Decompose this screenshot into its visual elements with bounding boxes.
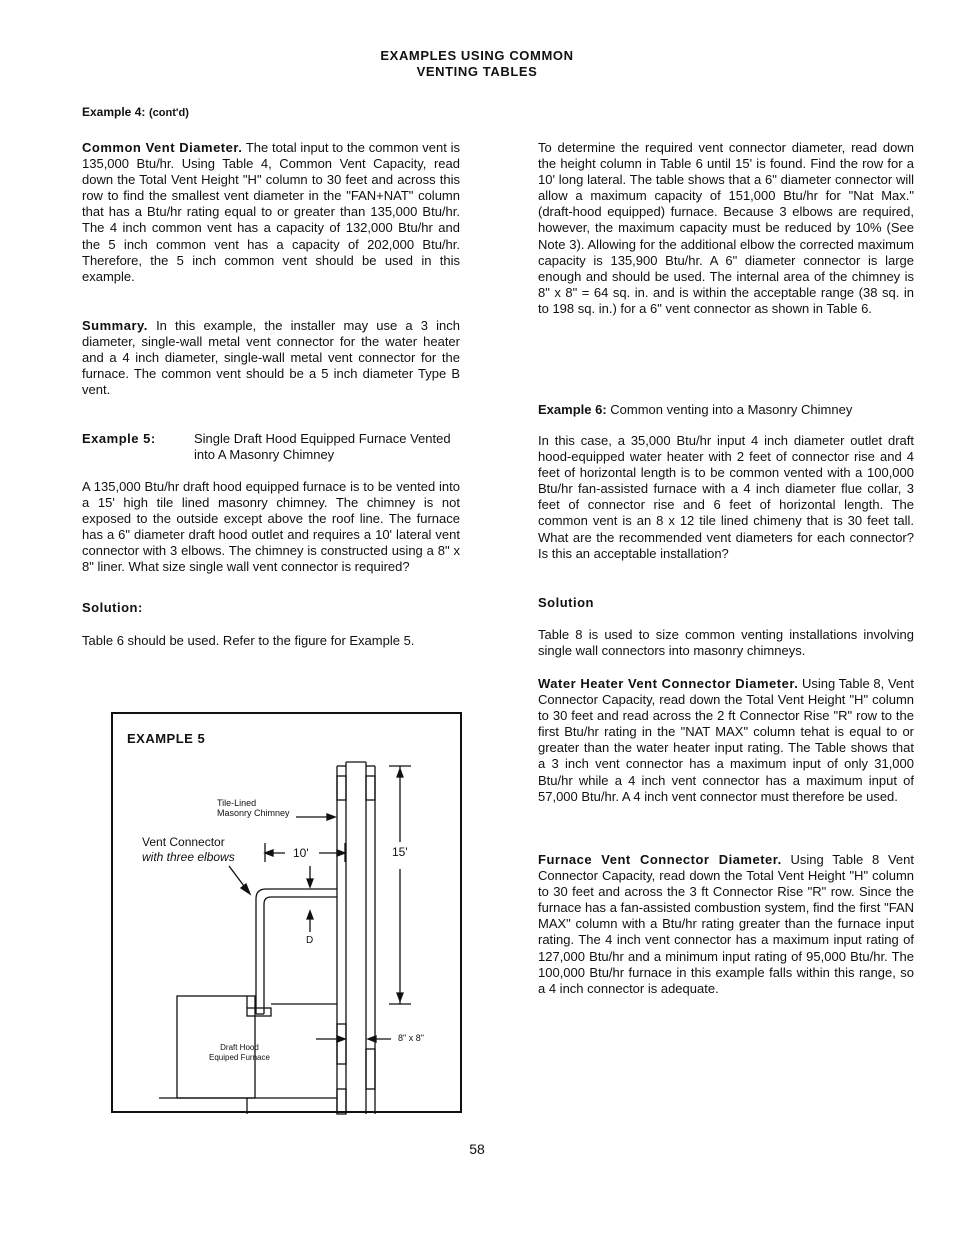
connector-label-line1: Vent Connector: [142, 835, 225, 849]
solution-body-right: Table 8 is used to size common venting installations involving single wall connectors into masonry chimneys.: [538, 627, 914, 659]
page-title-line1: EXAMPLES USING COMMON: [380, 48, 574, 63]
page-number: 58: [469, 1141, 485, 1157]
connector-label: [142, 835, 235, 865]
connector-label-line2: with three elbows: [142, 850, 235, 864]
draft-hood: [247, 1008, 271, 1016]
example5-paragraph: [82, 479, 460, 576]
furnace-connector-body: Using Table 8 Vent Connector Capacity, read down the Total Vent Height "H" column to 30 feet and across the 3 ft Connector Rise "R" row. Since the furnace has a fan-assisted combustion system, find the first "FAN MAX" column with a Btu/hr rating greater than the furnace input rating. The 4 inch vent connector has a maximum input rating of 127,000 Btu/hr and a minimum input rating of 95,000 Btu/hr. The 100,000 Btu/hr furnace in this example falls within this range, so a 4 inch connector is adequate.: [538, 852, 914, 996]
figure-title: EXAMPLE 5: [127, 731, 206, 746]
furnace-label: [209, 1043, 270, 1063]
dimension-lateral: 10': [293, 846, 309, 860]
example6-label: Example 6:: [538, 402, 607, 417]
summary-heading: Summary.: [82, 318, 148, 333]
water-heater-paragraph: [538, 676, 914, 805]
page-title-line2: VENTING TABLES: [416, 64, 538, 79]
example5-title: Single Draft Hood Equipped Furnace Vented into A Masonry Chimney: [194, 431, 451, 463]
example6-body: In this case, a 35,000 Btu/hr input 4 inch diameter outlet draft hood-equipped water heater with 2 feet of connector rise and 4 feet of horizontal length is to be common vented with a 100,000 Btu/hr fan-assisted furnace with a 4 inch diameter flue collar, 3 feet of connector rise and 6 feet of horizontal length. The common vent is an 8 x 12 tile lined chimeny that is 30 feet tall. What are the recommended vent diameters for each connector? Is this an acceptable installation?: [538, 433, 914, 561]
solution-paragraph-left: [82, 633, 460, 649]
chimney-diagram: [113, 714, 464, 1115]
common-vent-heading: Common Vent Diameter.: [82, 140, 243, 155]
solution-body-left: Table 6 should be used. Refer to the figure for Example 5.: [82, 633, 415, 648]
summary-paragraph: [82, 318, 460, 398]
connector-outer: [256, 889, 337, 1014]
chimney-label-line1: Tile-Lined: [217, 798, 257, 808]
common-vent-paragraph: [82, 140, 460, 285]
example5-solution-body: To determine the required vent connector diameter, read down the height column in Table 6 until 15' is found. Find the row for a 10' long lateral. The table shows that a 6" diameter connector will allow a maximum capacity of 151,000 Btu/hr for "Nat Max." (draft-hood equipped) furnace. Because 3 elbows are required, however, the maximum capacity must be reduced by 10% (See Note 3). Allowing for the additional elbow the corrected maximum capacity is 135,900 Btu/hr. A 6" diameter connector is large enough and should be used. The internal area of the chimney is 8" x 8" = 64 sq. in. and is within the acceptable range (38 sq. in to 198 sq. in.) for a 6" vent connector as shown in Table 6.: [538, 140, 914, 316]
liner-size-label: 8" x 8": [398, 1033, 424, 1043]
furnace-label-line2: Equiped Furnace: [209, 1053, 270, 1062]
page-title: [0, 48, 954, 80]
example4-cont: (cont'd): [149, 107, 189, 119]
example4-heading: [82, 104, 460, 121]
water-heater-body: Using Table 8, Vent Connector Capacity, read down the Total Vent Height "H" column to 30 feet and read across the 2 ft Connector Rise "R" row to the first Btu/hr rating in the "NAT MAX" column tehat is equal to or greater than the water heater input rating. The Table shows that a 3 inch vent connector has a maximum input of only 31,000 Btu/hr while a 4 inch vent connector has a maximum input of 57,000 Btu/hr. A 4 inch vent connector must therefore be used.: [538, 676, 914, 804]
solution-heading-left: Solution:: [82, 600, 143, 615]
water-heater-heading: Water Heater Vent Connector Diameter.: [538, 676, 799, 691]
solution-heading-right: Solution: [538, 595, 594, 610]
example6-heading: [538, 402, 914, 418]
furnace-connector-heading: Furnace Vent Connector Diameter.: [538, 852, 782, 867]
common-vent-body: The total input to the common vent is 135,000 Btu/hr. Using Table 4, Common Vent Capacity, read down the Total Vent Height "H" column to 30 feet and across this row to find the smallest vent diameter in the "FAN+NAT" column that has a Btu/hr rating equal to or greater than 135,000 Btu/hr. The 4 inch common vent has a capacity of 132,000 Btu/hr and the 5 inch common vent has a capacity of 202,000 Btu/hr. Therefore, the 5 inch common vent should be used in this example.: [82, 140, 460, 284]
furnace-connector-paragraph: [538, 852, 914, 997]
dimension-d: D: [306, 935, 314, 946]
summary-body: In this example, the installer may use a 3 inch diameter, single-wall metal vent connector for the water heater and a 4 inch diameter, single-wall metal vent connector for the furnace. The common vent should be a 5 inch diameter Type B vent.: [82, 318, 460, 398]
example5-figure: [111, 712, 462, 1113]
connector-inner: [264, 897, 337, 1014]
example6-paragraph: [538, 433, 914, 562]
solution-paragraph-right: [538, 627, 914, 659]
example6-title: Common venting into a Masonry Chimney: [610, 402, 853, 417]
dimension-height: 15': [392, 845, 408, 859]
example5-heading: [82, 431, 460, 463]
chimney-label-line2: Masonry Chimney: [217, 808, 290, 818]
example4-label: Example 4:: [82, 105, 146, 119]
example5-body: A 135,000 Btu/hr draft hood equipped furnace is to be vented into a 15' high tile lined masonry chimney. The chimney is not exposed to the outside except above the roof line. The furnace has a 6" diameter draft hood outlet and requires a 10' lateral vent connector with 3 elbows. The chimney is constructed using a 8" x 8" liner. What size single wall vent connector is required?: [82, 479, 460, 575]
example5-solution-paragraph: [538, 140, 914, 317]
example5-label: Example 5:: [82, 431, 156, 446]
furnace-label-line1: Draft Hood: [220, 1043, 259, 1052]
chimney-label: [217, 798, 290, 818]
